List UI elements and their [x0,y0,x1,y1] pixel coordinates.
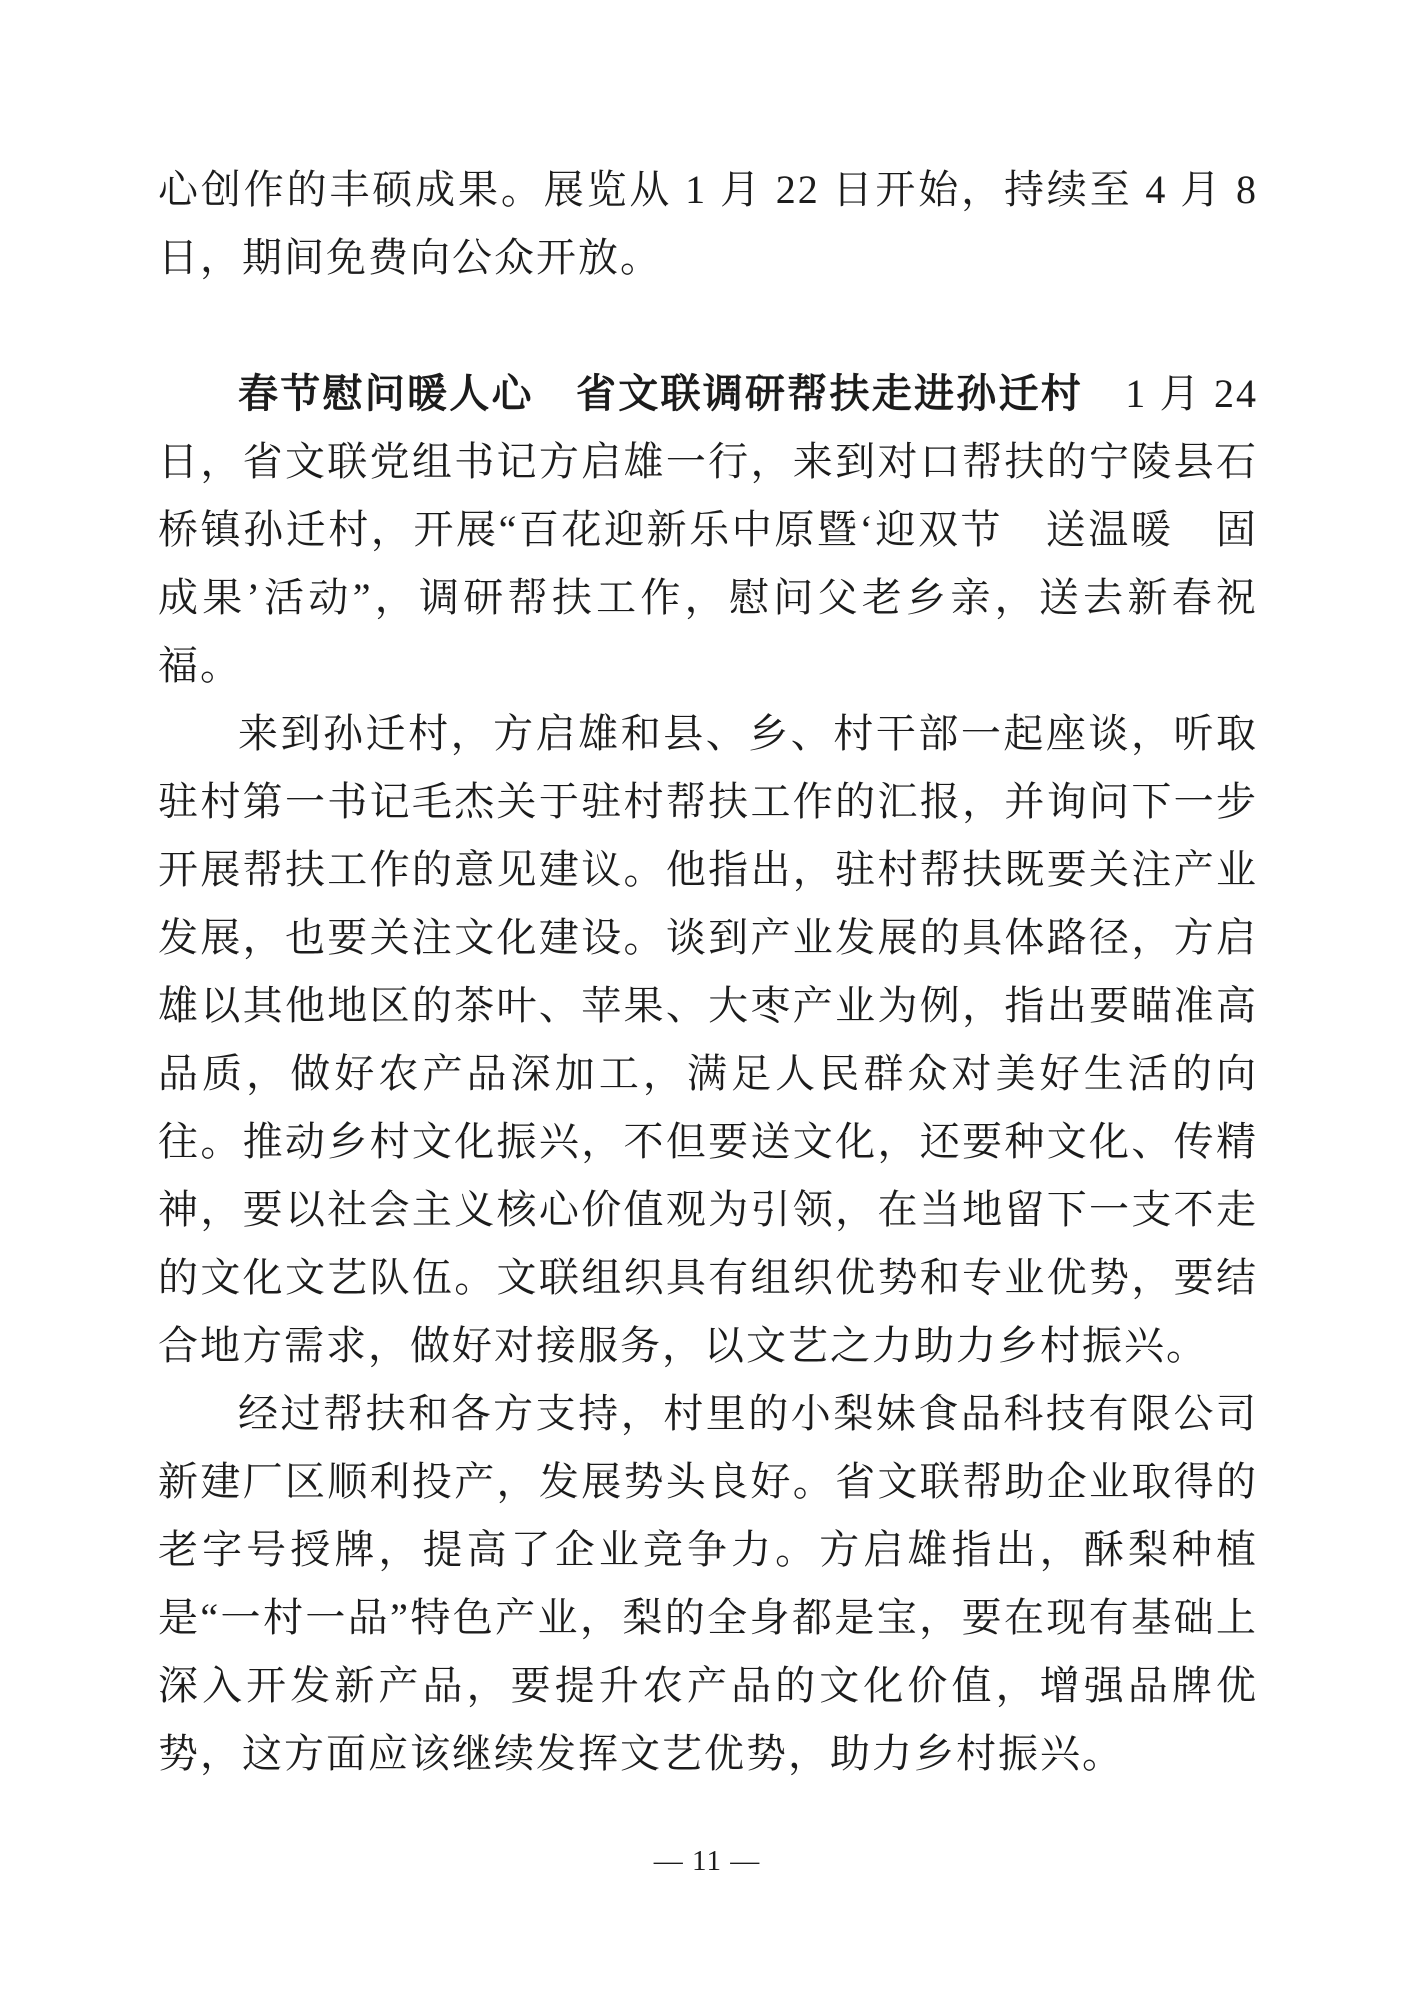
paragraph-news-item [158,360,1258,700]
paragraph-visit-details: 来到孙迁村，方启雄和县、乡、村干部一起座谈，听取驻村第一书记毛杰关于驻村帮扶工作的汇报，并询问下一步开展帮扶工作的意见建议。他指出，驻村帮扶既要关注产业发展，也要关注文化建设。谈到产业发展的具体路径，方启雄以其他地区的茶叶、苹果、大枣产业为例，指出要瞄准高品质，做好农产品深加工，满足人民群众对美好生活的向往。推动乡村文化振兴，不但要送文化，还要种文化、传精神，要以社会主义核心价值观为引领，在当地留下一支不走的文化文艺队伍。文联组织具有组织优势和专业优势，要结合地方需求，做好对接服务，以文艺之力助力乡村振兴。 [158,711,1258,1368]
paragraph-text: 1 月 24 日，省文联党组书记方启雄一行，来到对口帮扶的宁陵县石桥镇孙迁村，开展“百花迎新乐中原暨‘迎双节 送温暖 固成果’活动”，调研帮扶工作，慰问父老乡亲，送去新春祝福。 [158,371,1258,688]
page-number: — 11 — [653,1845,761,1877]
section-heading: 春节慰问暖人心 省文联调研帮扶走进孙迁村 [238,371,1083,416]
paragraph-continuation: 心创作的丰硕成果。展览从 1 月 22 日开始，持续至 4 月 8 日，期间免费向公众开放。 [158,167,1258,280]
paragraph-company-support: 经过帮扶和各方支持，村里的小梨妹食品科技有限公司新建厂区顺利投产，发展势头良好。省文联帮助企业取得的老字号授牌，提高了企业竞争力。方启雄指出，酥梨种植是“一村一品”特色产业，梨的全身都是宝，要在现有基础上深入开发新产品，要提升农产品的文化价值，增强品牌优势，这方面应该继续发挥文艺优势，助力乡村振兴。 [158,1391,1258,1776]
page-body-text [158,156,1258,1788]
